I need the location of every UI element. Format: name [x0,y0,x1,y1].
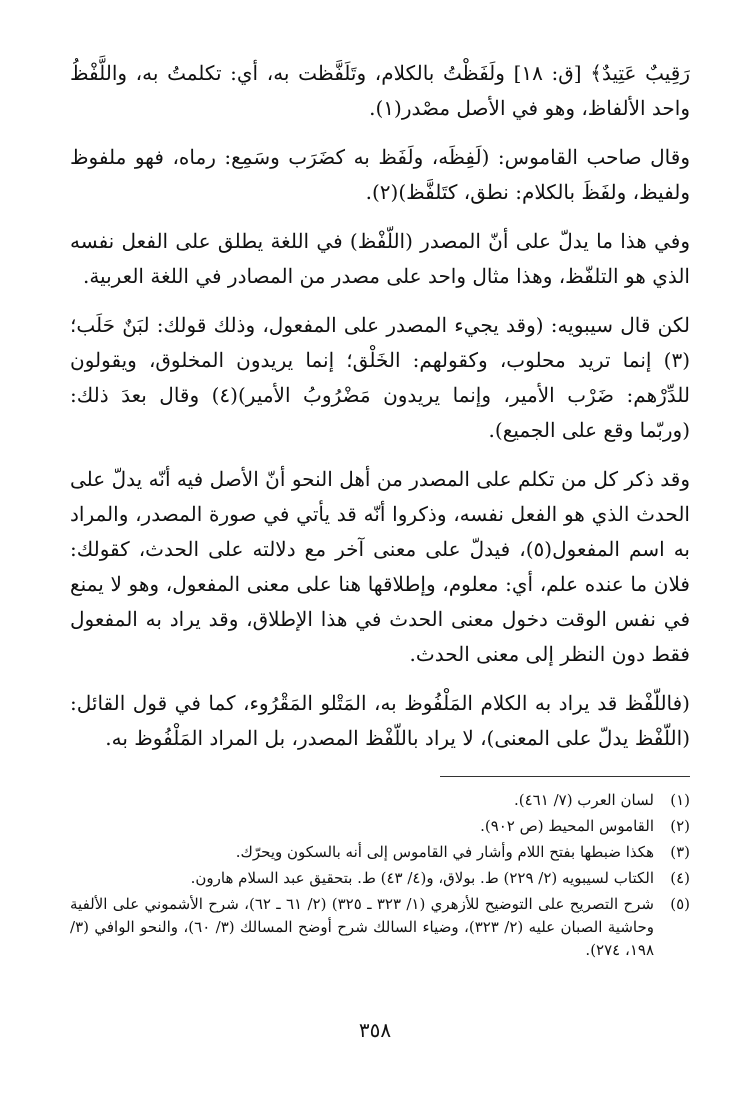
paragraph-6: (فاللّفْظ قد يراد به الكلام المَلْفُوظ به، المَتْلو المَقْرُوء، كما في قول القائل: (اللّفْظ يدلّ على المعنى)، لا يراد باللّفْظ المصدر، بل المراد المَلْفُوظ به. [70,691,690,750]
footnote-3 [70,841,690,864]
footnote-text: القاموس المحيط (ص ٩٠٢). [480,817,654,835]
footnote-1 [70,789,690,812]
footnote-number: (٢) [670,817,690,835]
document-page [70,56,690,1056]
footnote-number: (٣) [670,843,690,861]
paragraph-1: رَقِيبٌ عَتِيدٌ﴾ [ق: ١٨] ولَفَظْتُ بالكلام، وتَلَفَّظت به، أي: تكلمتُ به، واللَّفْظُ واحد الألفاظ، وهو في الأصل مصْدر(١). [70,61,690,120]
footnote-5 [70,893,690,962]
footnote-2 [70,815,690,838]
footnote-number: (٥) [670,895,690,913]
paragraph-2: وقال صاحب القاموس: (لَفِظَه، ولَفَظ به كضَرَب وسَمِع: رماه، فهو ملفوظ ولفيظ، ولفَظَ بالكلام: نطق، كتَلفَّظ)(٢). [70,145,690,204]
footnote-4 [70,867,690,890]
footnote-text: الكتاب لسيبويه (٢/ ٢٢٩) ط. بولاق، و(٤/ ٤٣) ط. بتحقيق عبد السلام هارون. [190,869,654,887]
main-text [70,56,690,756]
footnote-text: لسان العرب (٧/ ٤٦١). [514,791,654,809]
paragraph-3: وفي هذا ما يدلّ على أنّ المصدر (اللّفْظ) في اللغة يطلق على الفعل نفسه الذي هو التلفّظ، وهذا مثال واحد على مصدر من المصادر في اللغة العربية. [70,229,690,288]
paragraph-5: وقد ذكر كل من تكلم على المصدر من أهل النحو أنّ الأصل فيه أنّه يدلّ على الحدث الذي هو الفعل نفسه، وذكروا أنّه قد يأتي في صورة المصدر، والمراد به اسم المفعول(٥)، فيدلّ على معنى آخر مع دلالته على الحدث، كقولك: فلان ما عنده علم، أي: معلوم، وإطلاقها هنا على معنى المفعول، وهو لا يمنع في نفس الوقت دخول معنى الحدث في هذا الإطلاق، وقد يراد به المفعول فقط دون النظر إلى معنى الحدث. [70,467,691,666]
footnote-number: (٤) [670,869,690,887]
footnotes [70,789,690,962]
footnote-text: شرح التصريح على التوضيح للأزهري (١/ ٣٢٣ ـ ٣٢٥) (٢/ ٦١ ـ ٦٢)، شرح الأشموني على الألفية وحاشية الصبان عليه (٢/ ٣٢٣)، وضياء السالك شرح أوضح المسالك (٣/ ٦٠)، والنحو الوافي (٣/ ١٩٨، ٢٧٤). [70,895,654,959]
footnote-separator [440,776,690,777]
footnote-text: هكذا ضبطها بفتح اللام وأشار في القاموس إلى أنه بالسكون ويحرّك. [235,843,654,861]
footnote-number: (١) [670,791,690,809]
page-number: ٣٥٨ [358,1018,392,1042]
paragraph-4: لكن قال سيبويه: (وقد يجيء المصدر على المفعول، وذلك قولك: لبَنٌ حَلَب؛(٣) إنما تريد محلوب، وكقولهم: الخَلْق؛ إنما يريدون المخلوق، ويقولون للدِّرْهم: ضَرْب الأمير، وإنما يريدون مَضْرُوبُ الأمير)(٤) وقال بعدَ ذلك: (وربّما وقع على الجميع). [70,313,690,442]
